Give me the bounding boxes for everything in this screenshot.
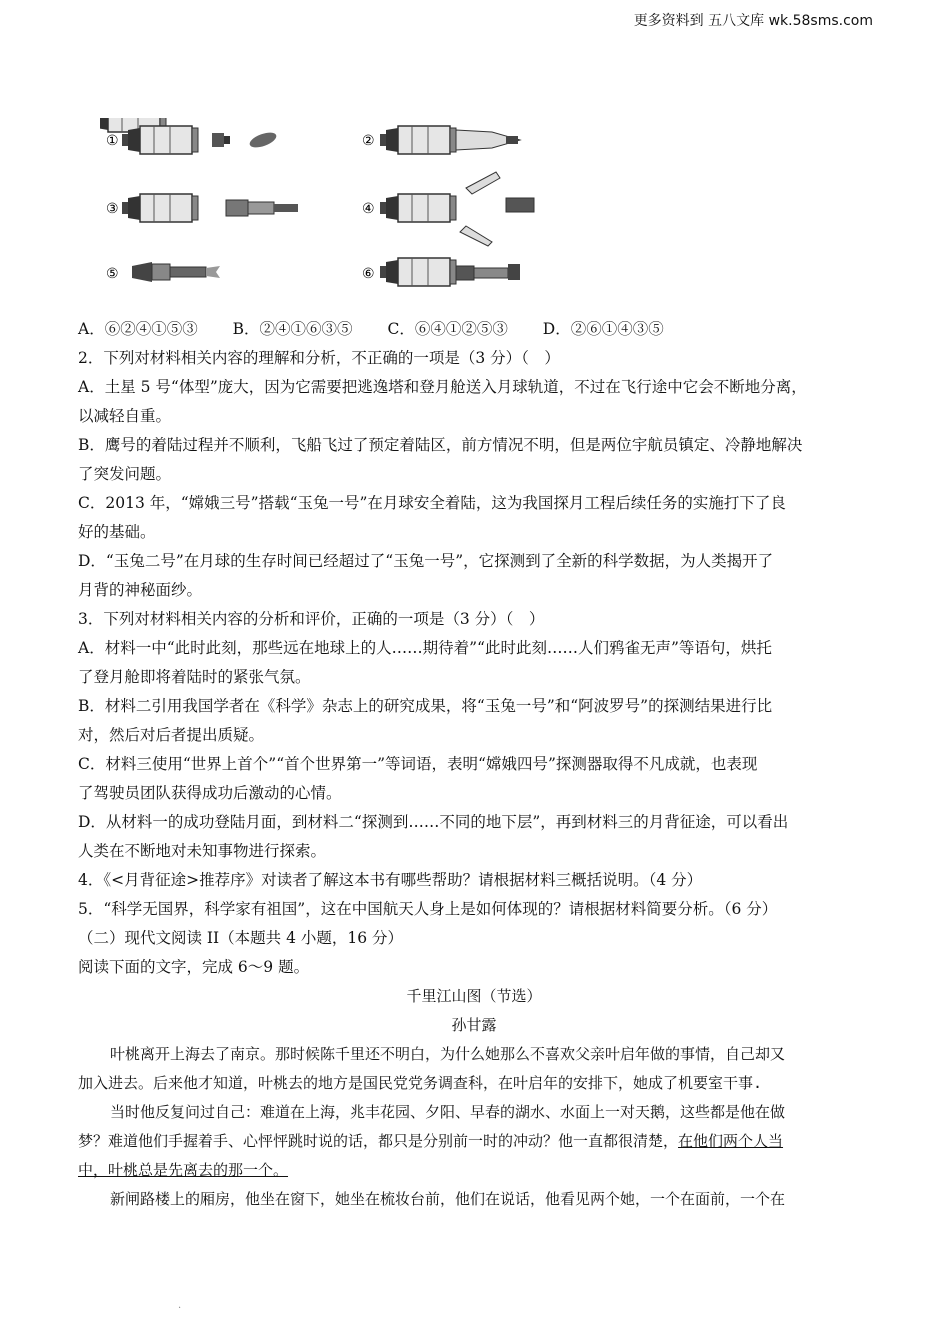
q2-option-b-cont: 了突发问题。 xyxy=(78,465,172,483)
story-author: 孙甘露 xyxy=(451,1016,497,1034)
q4-stem: 4．《<月背征途>推荐序》对读者了解这本书有哪些帮助？请根据材料三概括说明。（4 分） xyxy=(78,871,703,889)
label-3: ③ xyxy=(106,201,119,217)
q2-option-d-cont: 月背的神秘面纱。 xyxy=(78,581,203,599)
q1-option-a: A．⑥②④①⑤③ xyxy=(78,320,198,338)
q2-option-b: B．鹰号的着陆过程并不顺利，飞船飞过了预定着陆区，前方情况不明，但是两位宇航员镇定、冷静地解决 xyxy=(78,436,803,454)
q3-option-b: B．材料二引用我国学者在《科学》杂志上的研究成果，将“玉兔一号”和“阿波罗号”的探测结果进行比 xyxy=(78,697,773,715)
reading-instruction: 阅读下面的文字，完成 6～9 题。 xyxy=(78,958,310,976)
q1-option-c: C．⑥④①②⑤③ xyxy=(387,320,508,338)
q2-option-a: A．土星 5 号“体型”庞大，因为它需要把逃逸塔和登月舱送入月球轨道，不过在飞行途中它会不断地分离， xyxy=(78,378,807,396)
label-2: ② xyxy=(362,133,375,149)
q2-option-a-cont: 以减轻自重。 xyxy=(78,407,172,425)
underlined-sentence-cont: 中，叶桃总是先离去的那一个。 xyxy=(78,1161,289,1179)
q3-option-d: D．从材料一的成功登陆月面，到材料二“探测到……不同的地下层”，再到材料三的月背征途，可以看出 xyxy=(78,813,789,831)
story-paragraph-2: 当时他反复问过自己：难道在上海，兆丰花园、夕阳、早春的湖水、水面上一对天鹅，这些都是他在做 xyxy=(110,1103,786,1121)
q3-option-c-cont: 了驾驶员团队获得成功后激动的心情。 xyxy=(78,784,342,802)
q3-option-a: A．材料一中“此时此刻，那些远在地球上的人……期待着”“此时此刻……人们鸦雀无声”等语句，烘托 xyxy=(78,639,772,657)
label-4: ④ xyxy=(362,201,375,217)
rocket-stage-diagram xyxy=(100,118,540,288)
q3-option-c: C．材料三使用“世界上首个”“首个世界第一”等词语，表明“嫦娥四号”探测器取得不凡成就，也表现 xyxy=(78,755,758,773)
q2-option-c-cont: 好的基础。 xyxy=(78,523,156,541)
q3-option-b-cont: 对，然后对后者提出质疑。 xyxy=(78,726,265,744)
story-title: 千里江山图（节选） xyxy=(406,987,542,1005)
story-paragraph-2-cont xyxy=(78,1127,870,1156)
scan-mark: . xyxy=(178,1300,182,1311)
q2-option-d: D．“玉兔二号”在月球的生存时间已经超过了“玉兔一号”，它探测到了全新的科学数据，为人类揭开了 xyxy=(78,552,774,570)
page-header-source: 更多资料到 五八文库 wk.58sms.com xyxy=(633,13,873,29)
underlined-sentence: 在他们两个人当 xyxy=(678,1132,784,1150)
label-5: ⑤ xyxy=(106,266,119,282)
q1-option-b: B．②④①⑥③⑤ xyxy=(232,320,353,338)
label-1: ① xyxy=(106,133,119,149)
story-paragraph-1: 叶桃离开上海去了南京。那时候陈千里还不明白，为什么她那么不喜欢父亲叶启年做的事情，自己却又 xyxy=(110,1045,786,1063)
q3-option-d-cont: 人类在不断地对未知事物进行探索。 xyxy=(78,842,327,860)
story-paragraph-1-cont: 加入进去。后来他才知道，叶桃去的地方是国民党党务调查科，在叶启年的安排下，她成了机要室干事. xyxy=(78,1074,763,1092)
q1-options xyxy=(78,315,870,344)
q2-stem: 2．下列对材料相关内容的理解和分析，不正确的一项是（3 分）（ ） xyxy=(78,349,560,367)
q3-stem: 3．下列对材料相关内容的分析和评价，正确的一项是（3 分）（ ） xyxy=(78,610,545,628)
q1-option-d: D．②⑥①④③⑤ xyxy=(542,320,664,338)
q5-stem: 5．“科学无国界，科学家有祖国”，这在中国航天人身上是如何体现的？请根据材料简要分析。（6 分） xyxy=(78,900,778,918)
story-paragraph-3: 新闸路楼上的厢房，他坐在窗下，她坐在梳妆台前，他们在说话，他看见两个她，一个在面前，一个在 xyxy=(110,1190,786,1208)
story-text: 梦？难道他们手握着手、心怦怦跳时说的话，都只是分别前一时的冲动？他一直都很清楚， xyxy=(78,1132,679,1150)
q2-option-c: C．2013 年，“嫦娥三号”搭载“玉兔一号”在月球安全着陆，这为我国探月工程后续任务的实施打下了良 xyxy=(78,494,786,512)
q3-option-a-cont: 了登月舱即将着陆时的紧张气氛。 xyxy=(78,668,311,686)
section-heading: （二）现代文阅读 II（本题共 4 小题，16 分） xyxy=(78,929,404,947)
label-6: ⑥ xyxy=(362,266,375,282)
